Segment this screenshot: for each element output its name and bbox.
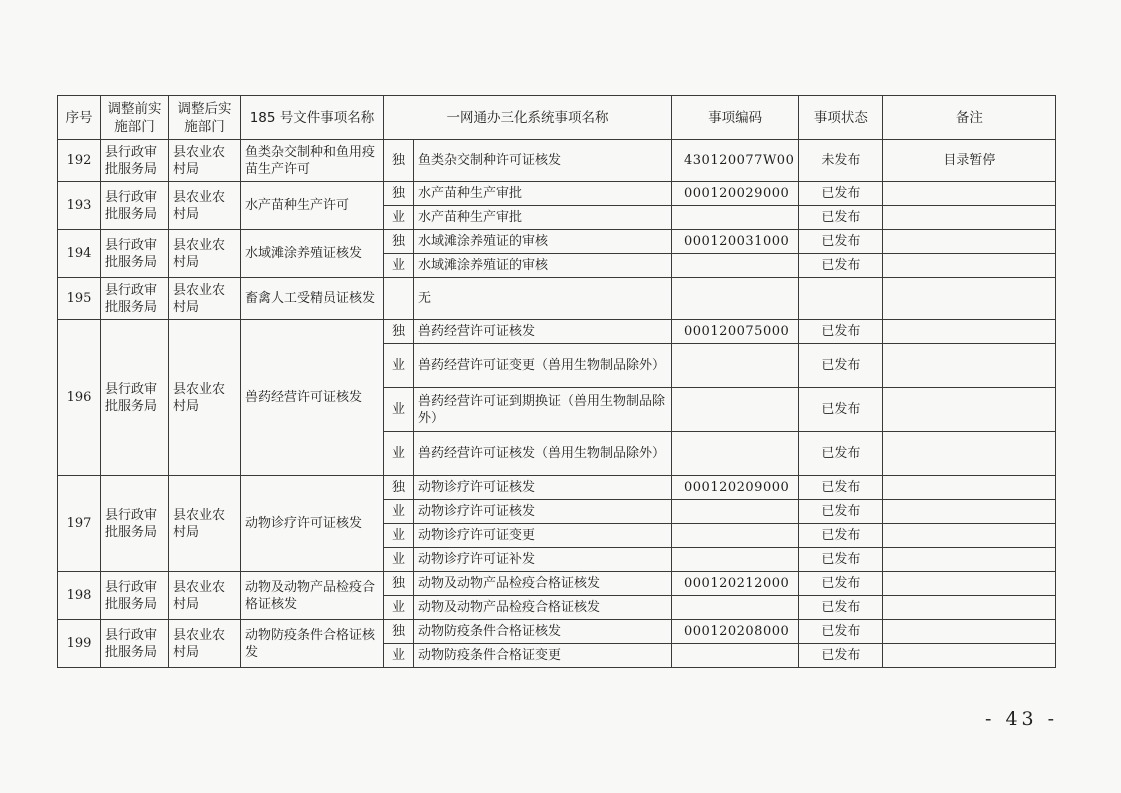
header-status: 事项状态: [799, 96, 883, 140]
dept-after-cell: 县农业农村局: [169, 230, 241, 278]
matter-type-cell: 独: [384, 620, 414, 644]
system-item-cell: 动物诊疗许可证变更: [414, 524, 672, 548]
matter-type-cell: [384, 278, 414, 320]
seq-cell: 199: [58, 620, 101, 668]
dept-before-cell: 县行政审批服务局: [101, 182, 169, 230]
system-item-cell: 水域滩涂养殖证的审核: [414, 230, 672, 254]
remark-cell: [883, 572, 1056, 596]
remark-cell: [883, 596, 1056, 620]
matter-type-cell: 业: [384, 500, 414, 524]
matter-code-cell: 000120208000: [672, 620, 799, 644]
matter-code-cell: [672, 500, 799, 524]
dept-after-cell: 县农业农村局: [169, 320, 241, 476]
matter-type-cell: 业: [384, 206, 414, 230]
dept-after-cell: 县农业农村局: [169, 140, 241, 182]
matter-type-cell: 独: [384, 320, 414, 344]
remark-cell: [883, 432, 1056, 476]
file-item-cell: 动物及动物产品检疫合格证核发: [241, 572, 384, 620]
dept-after-cell: 县农业农村局: [169, 572, 241, 620]
table-row: [58, 620, 1056, 644]
matter-code-cell: 000120212000: [672, 572, 799, 596]
matter-code-cell: [672, 524, 799, 548]
header-row: [58, 96, 1056, 140]
status-cell: 已发布: [799, 596, 883, 620]
header-seq: 序号: [58, 96, 101, 140]
seq-cell: 197: [58, 476, 101, 572]
matter-type-cell: 独: [384, 572, 414, 596]
matter-code-cell: 000120029000: [672, 182, 799, 206]
matter-code-cell: [672, 278, 799, 320]
status-cell: [799, 278, 883, 320]
file-item-cell: 兽药经营许可证核发: [241, 320, 384, 476]
system-item-cell: 动物防疫条件合格证变更: [414, 644, 672, 668]
table-row: [58, 182, 1056, 206]
remark-cell: [883, 524, 1056, 548]
matter-type-cell: 业: [384, 644, 414, 668]
status-cell: 已发布: [799, 548, 883, 572]
remark-cell: [883, 320, 1056, 344]
seq-cell: 198: [58, 572, 101, 620]
system-item-cell: 动物诊疗许可证补发: [414, 548, 672, 572]
matter-code-cell: [672, 432, 799, 476]
header-system-item: 一网通办三化系统事项名称: [384, 96, 672, 140]
system-item-cell: 兽药经营许可证核发: [414, 320, 672, 344]
header-dept-after: 调整后实施部门: [169, 96, 241, 140]
system-item-cell: 动物诊疗许可证核发: [414, 500, 672, 524]
dept-before-cell: 县行政审批服务局: [101, 140, 169, 182]
file-item-cell: 水产苗种生产许可: [241, 182, 384, 230]
remark-cell: [883, 500, 1056, 524]
system-item-cell: 水产苗种生产审批: [414, 206, 672, 230]
status-cell: 已发布: [799, 476, 883, 500]
dept-after-cell: 县农业农村局: [169, 278, 241, 320]
matter-type-cell: 独: [384, 476, 414, 500]
matter-code-cell: [672, 548, 799, 572]
status-cell: 已发布: [799, 620, 883, 644]
file-item-cell: 动物诊疗许可证核发: [241, 476, 384, 572]
status-cell: 已发布: [799, 388, 883, 432]
seq-cell: 194: [58, 230, 101, 278]
status-cell: 已发布: [799, 524, 883, 548]
matter-type-cell: 独: [384, 140, 414, 182]
system-item-cell: 兽药经营许可证变更（兽用生物制品除外）: [414, 344, 672, 388]
matter-adjustment-table: [57, 95, 1056, 668]
remark-cell: [883, 230, 1056, 254]
remark-cell: [883, 548, 1056, 572]
status-cell: 已发布: [799, 230, 883, 254]
matter-code-cell: [672, 388, 799, 432]
matter-type-cell: 业: [384, 344, 414, 388]
matter-code-cell: 000120209000: [672, 476, 799, 500]
dept-after-cell: 县农业农村局: [169, 476, 241, 572]
system-item-cell: 鱼类杂交制种许可证核发: [414, 140, 672, 182]
status-cell: 已发布: [799, 344, 883, 388]
matter-code-cell: [672, 254, 799, 278]
matter-code-cell: [672, 596, 799, 620]
system-item-cell: 水域滩涂养殖证的审核: [414, 254, 672, 278]
system-item-cell: 兽药经营许可证核发（兽用生物制品除外）: [414, 432, 672, 476]
dept-before-cell: 县行政审批服务局: [101, 572, 169, 620]
dept-after-cell: 县农业农村局: [169, 182, 241, 230]
matter-code-cell: 000120031000: [672, 230, 799, 254]
seq-cell: 195: [58, 278, 101, 320]
matter-code-cell: 430120077W00: [672, 140, 799, 182]
matter-type-cell: 业: [384, 548, 414, 572]
remark-cell: [883, 388, 1056, 432]
dept-before-cell: 县行政审批服务局: [101, 278, 169, 320]
status-cell: 已发布: [799, 320, 883, 344]
matter-code-cell: 000120075000: [672, 320, 799, 344]
matter-type-cell: 业: [384, 596, 414, 620]
table-row: [58, 320, 1056, 344]
remark-cell: [883, 476, 1056, 500]
dept-after-cell: 县农业农村局: [169, 620, 241, 668]
header-file-item: 185 号文件事项名称: [241, 96, 384, 140]
remark-cell: [883, 206, 1056, 230]
system-item-cell: 水产苗种生产审批: [414, 182, 672, 206]
system-item-cell: 动物及动物产品检疫合格证核发: [414, 572, 672, 596]
table-row: [58, 572, 1056, 596]
file-item-cell: 鱼类杂交制种和鱼用疫苗生产许可: [241, 140, 384, 182]
dept-before-cell: 县行政审批服务局: [101, 476, 169, 572]
status-cell: 已发布: [799, 254, 883, 278]
page-number: - 43 -: [985, 708, 1059, 730]
status-cell: 已发布: [799, 572, 883, 596]
file-item-cell: 水域滩涂养殖证核发: [241, 230, 384, 278]
status-cell: 已发布: [799, 500, 883, 524]
matter-type-cell: 业: [384, 388, 414, 432]
matter-type-cell: 业: [384, 524, 414, 548]
status-cell: 已发布: [799, 206, 883, 230]
table-row: [58, 140, 1056, 182]
system-item-cell: 动物防疫条件合格证核发: [414, 620, 672, 644]
system-item-cell: 兽药经营许可证到期换证（兽用生物制品除外）: [414, 388, 672, 432]
matter-code-cell: [672, 344, 799, 388]
dept-before-cell: 县行政审批服务局: [101, 320, 169, 476]
dept-before-cell: 县行政审批服务局: [101, 620, 169, 668]
table-body: [58, 140, 1056, 668]
remark-cell: [883, 182, 1056, 206]
file-item-cell: 动物防疫条件合格证核发: [241, 620, 384, 668]
status-cell: 已发布: [799, 182, 883, 206]
remark-cell: [883, 620, 1056, 644]
matter-type-cell: 独: [384, 182, 414, 206]
system-item-cell: 无: [414, 278, 672, 320]
status-cell: 已发布: [799, 644, 883, 668]
system-item-cell: 动物诊疗许可证核发: [414, 476, 672, 500]
table-row: [58, 476, 1056, 500]
remark-cell: [883, 644, 1056, 668]
status-cell: 已发布: [799, 432, 883, 476]
matter-type-cell: 业: [384, 432, 414, 476]
remark-cell: 目录暂停: [883, 140, 1056, 182]
remark-cell: [883, 254, 1056, 278]
header-code: 事项编码: [672, 96, 799, 140]
matter-code-cell: [672, 644, 799, 668]
dept-before-cell: 县行政审批服务局: [101, 230, 169, 278]
header-remark: 备注: [883, 96, 1056, 140]
matter-type-cell: 独: [384, 230, 414, 254]
seq-cell: 193: [58, 182, 101, 230]
seq-cell: 196: [58, 320, 101, 476]
matter-type-cell: 业: [384, 254, 414, 278]
system-item-cell: 动物及动物产品检疫合格证核发: [414, 596, 672, 620]
header-dept-before: 调整前实施部门: [101, 96, 169, 140]
file-item-cell: 畜禽人工受精员证核发: [241, 278, 384, 320]
seq-cell: 192: [58, 140, 101, 182]
status-cell: 未发布: [799, 140, 883, 182]
table-row: [58, 230, 1056, 254]
remark-cell: [883, 278, 1056, 320]
table-row: [58, 278, 1056, 320]
remark-cell: [883, 344, 1056, 388]
matter-code-cell: [672, 206, 799, 230]
